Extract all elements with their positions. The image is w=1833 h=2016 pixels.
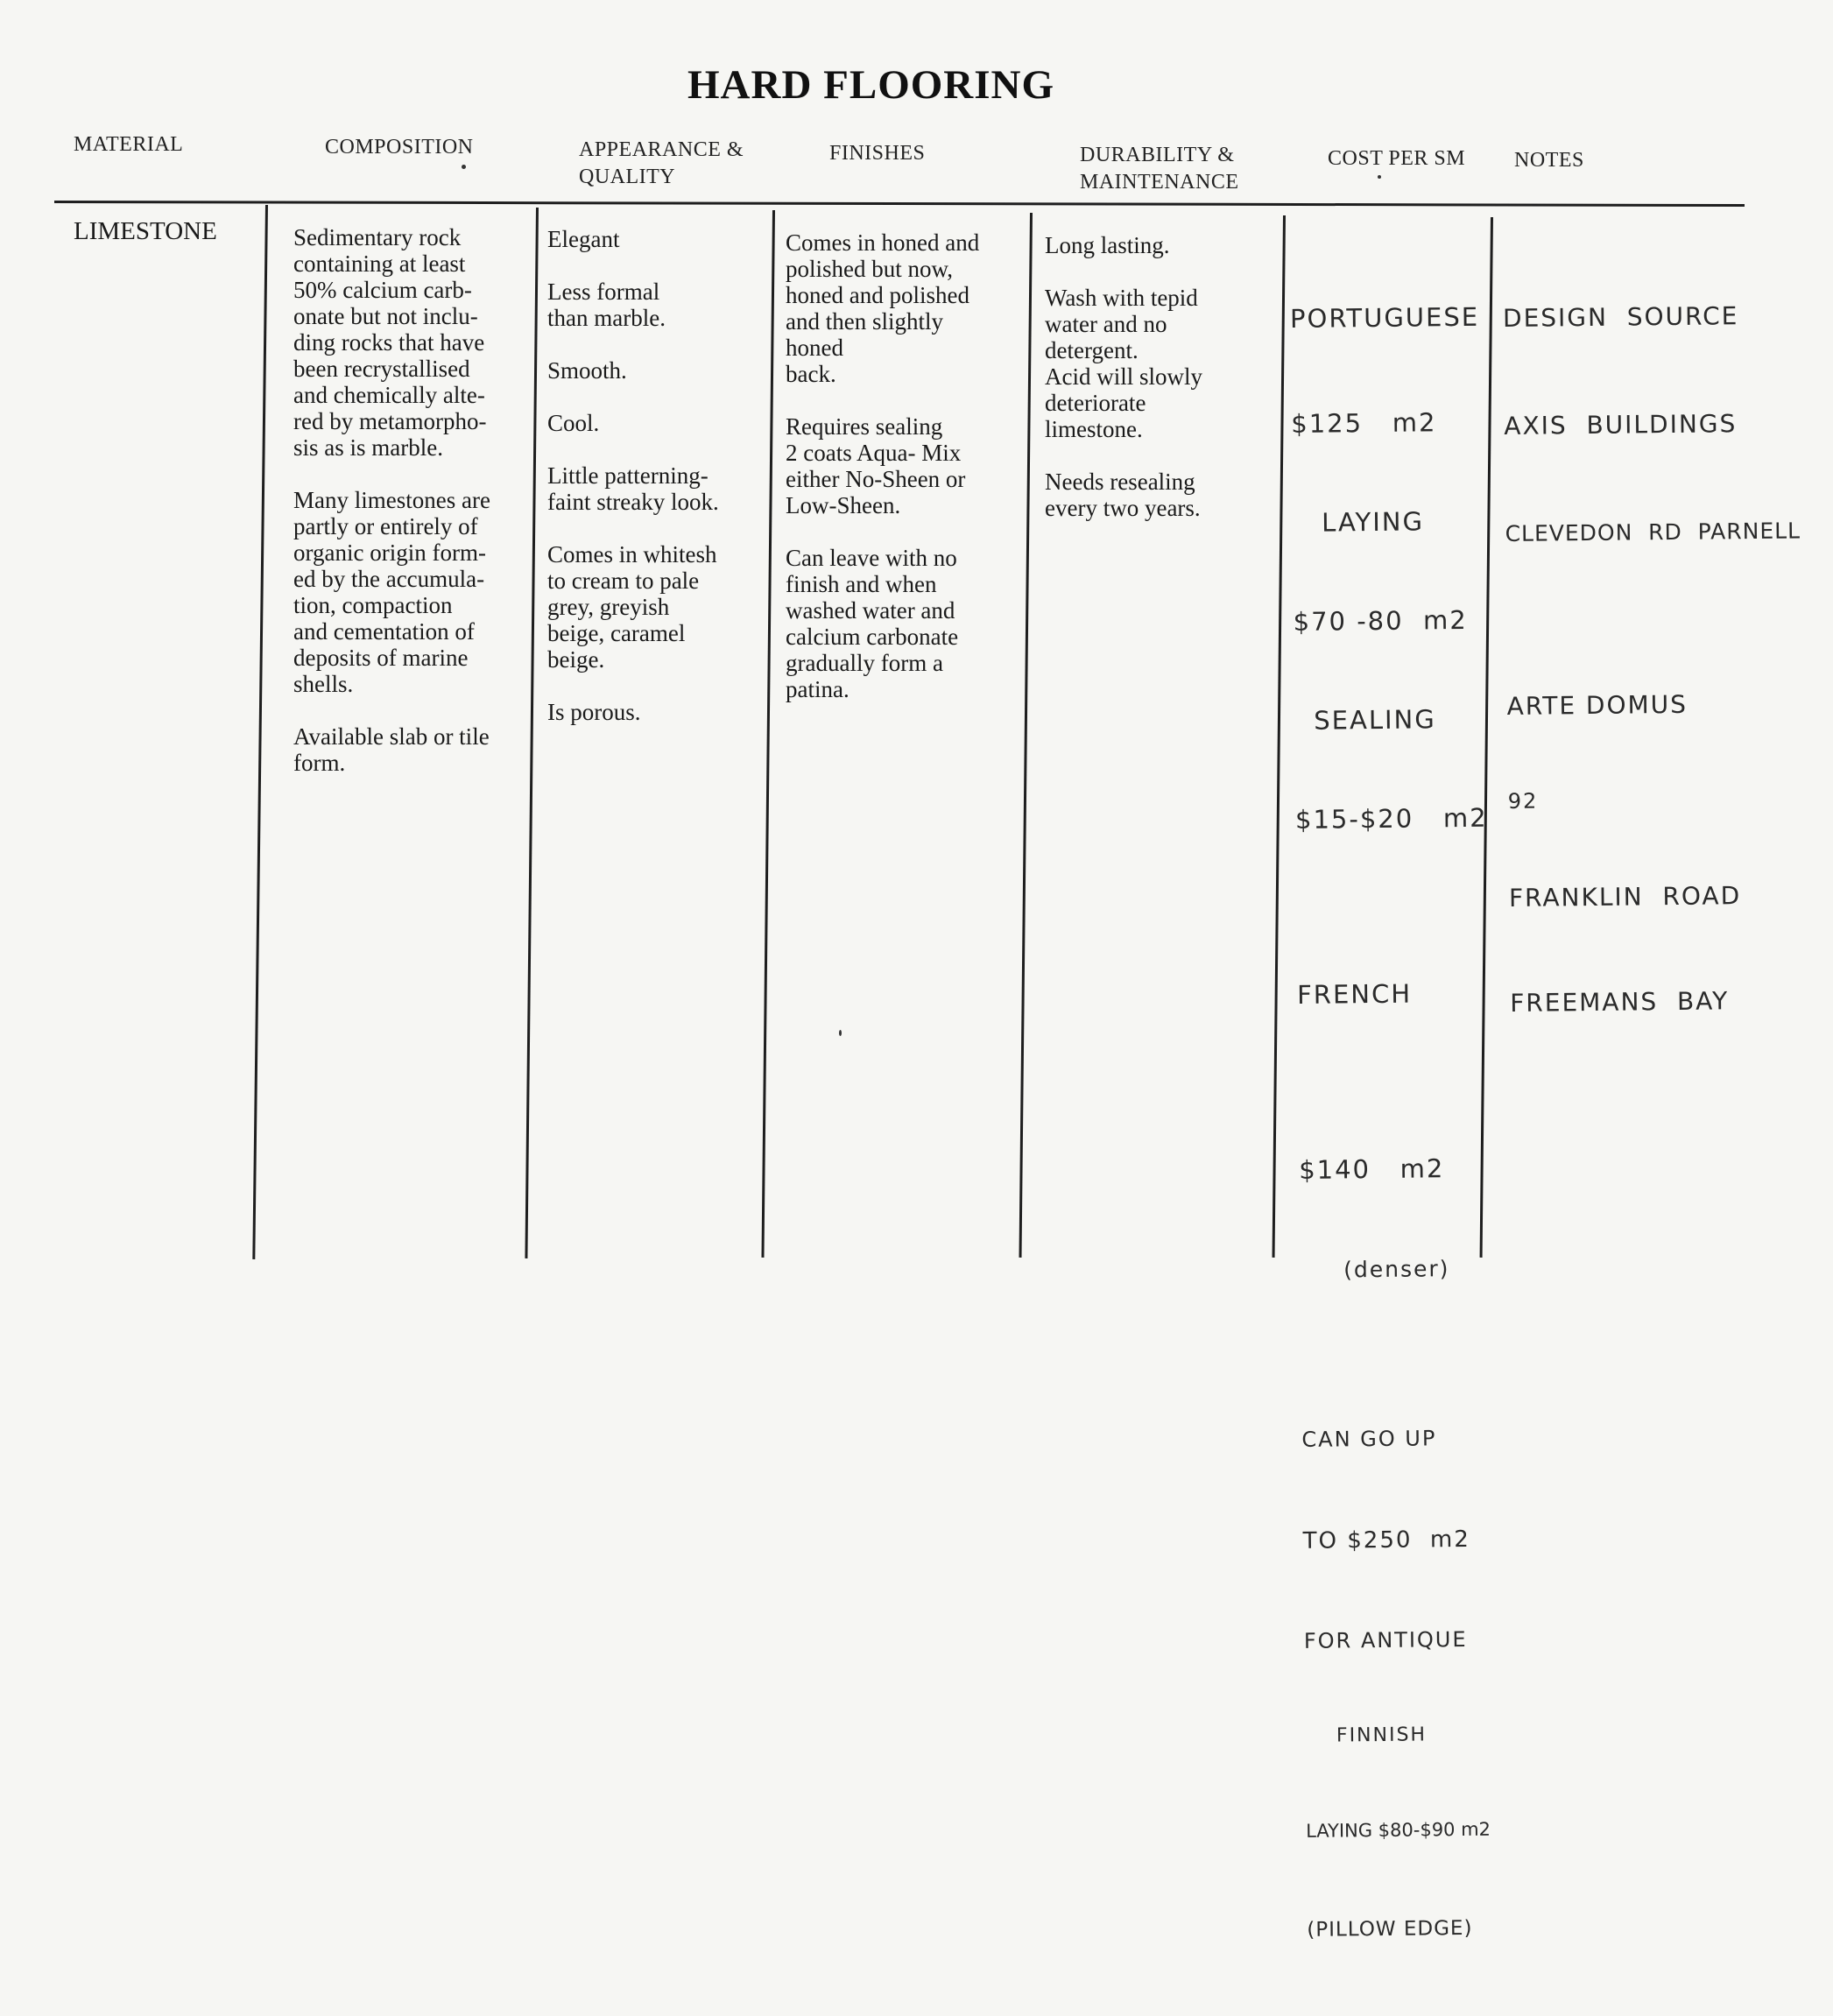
cost-note-line: FRENCH [1296,978,1413,1010]
appearance-paragraph: Smooth. [547,357,627,384]
appearance-paragraph: Is porous. [547,699,641,725]
composition-paragraph: Sedimentary rock containing at least 50% calcium carb- onate but not inclu- ding rocks that have been recrystallised and chemically alte- red by metamorpho- sis as is marble. [293,224,487,461]
cost-note-line: FOR ANTIQUE [1303,1626,1468,1653]
column-divider [1273,215,1286,1258]
cost-note-line: $125 m2 [1291,407,1437,439]
finishes-paragraph: Can leave with no finish and when washed water and calcium carbonate gradually form a patina. [786,545,959,702]
durability-paragraph: Long lasting. [1045,232,1170,258]
finishes-paragraph: Comes in honed and polished but now, honed and polished and then slightly honed back. [786,229,980,387]
supplier-note-line: AXIS BUILDINGS [1504,409,1738,441]
durability-paragraph: Wash with tepid water and no detergent. Acid will slowly deteriorate limestone. [1045,285,1202,442]
header-durability-line2: MAINTENANCE [1080,171,1239,194]
cost-note-line [1296,906,1489,907]
header-composition: COMPOSITION [325,136,474,159]
cost-note-line: $140 m2 [1299,1153,1445,1185]
appearance-paragraph: Elegant [547,226,620,252]
supplier-note-line: FRANKLIN ROAD [1508,881,1742,913]
supplier-handwritten-notes [1502,228,1807,1090]
header-appearance-line2: QUALITY [579,166,676,188]
cost-note-line: LAYING $80-$90 m2 [1306,1818,1491,1842]
cost-note-line: PORTUGUESE [1289,301,1480,334]
supplier-note-line: 92 [1507,788,1539,814]
cost-note-line: SEALING [1294,704,1436,736]
header-durability-line1: DURABILITY & [1080,144,1235,166]
header-rule [54,201,1745,207]
appearance-paragraph: Less formal than marble. [547,278,666,331]
cost-note-line: FINNISH [1304,1723,1428,1747]
supplier-note-line: ARTE DOMUS [1506,689,1688,721]
composition-paragraph: Many limestones are partly or entirely of organic origin form- ed by the accumula- tion, compaction and cementation of deposits of marine shells. [293,487,490,697]
column-divider [525,208,539,1258]
durability-cell [1045,232,1255,547]
material-name: LIMESTONE [74,217,217,245]
cost-note-line: (denser) [1300,1256,1450,1283]
cost-note-line: LAYING [1292,506,1425,538]
supplier-note-line: CLEVEDON RD PARNELL [1505,518,1801,546]
cost-note-line: $15-$20 m2 [1294,802,1488,835]
header-material: MATERIAL [74,133,184,156]
composition-cell [293,224,523,802]
appearance-paragraph: Little patterning- faint streaky look. [547,462,719,515]
cost-note-line [1298,1081,1491,1082]
cost-note-line: (PILLOW EDGE) [1307,1916,1473,1942]
header-durability [1080,142,1238,196]
durability-paragraph: Needs resealing every two years. [1045,469,1201,521]
finishes-cell [786,229,1022,729]
stray-mark [1378,175,1381,179]
cost-note-line: $70 -80 m2 [1293,604,1468,637]
supplier-note-line: FREEMANS BAY [1510,986,1730,1018]
page-title: HARD FLOORING [687,62,1055,108]
header-appearance [579,137,744,191]
column-divider [252,205,268,1259]
appearance-cell [547,226,766,751]
header-cost: COST PER SM [1328,147,1466,170]
stray-mark [839,1030,842,1036]
appearance-paragraph: Comes in whitesh to cream to pale grey, greyish beige, caramel beige. [547,541,717,673]
appearance-paragraph: Cool. [547,410,600,436]
cost-note-line: CAN GO UP [1301,1426,1437,1452]
composition-paragraph: Available slab or tile form. [293,723,490,776]
cost-note-line: TO $250 m2 [1302,1526,1470,1554]
stray-mark [462,165,466,169]
cost-note-line [1301,1352,1493,1354]
cost-handwritten-notes [1289,229,1500,2016]
finishes-paragraph: Requires sealing 2 coats Aqua- Mix either No-Sheen or Low-Sheen. [786,413,966,518]
header-finishes: FINISHES [829,142,926,165]
header-notes: NOTES [1514,149,1584,172]
supplier-note-line [1506,618,1801,622]
supplier-note-line: DESIGN SOURCE [1502,301,1739,333]
header-appearance-line1: APPEARANCE & [579,138,744,161]
